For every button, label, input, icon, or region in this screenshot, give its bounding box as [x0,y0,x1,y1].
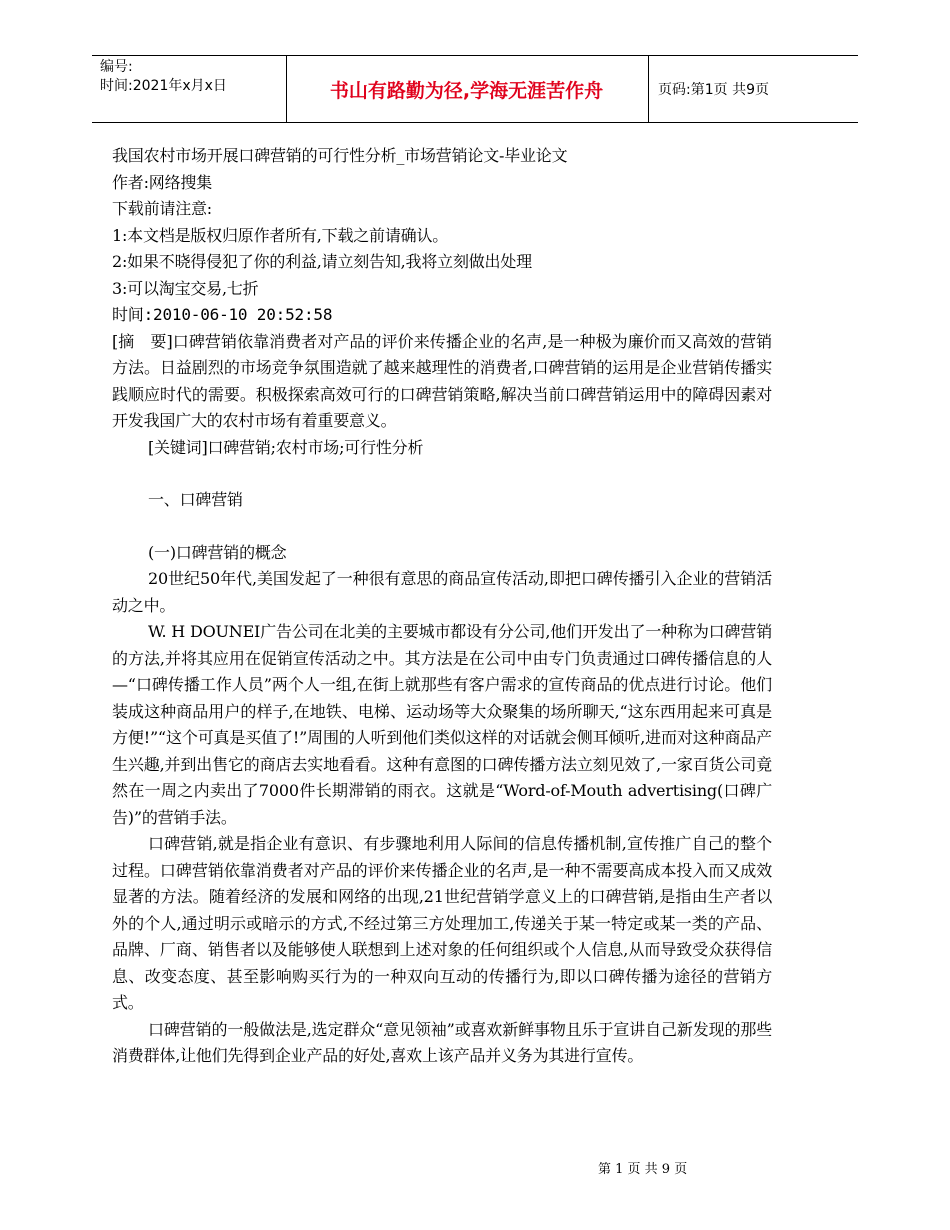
header-page-info: 页码:第1页 共9页 [658,82,769,98]
notice-item: 1:本文档是版权归原作者所有,下载之前请确认。 [112,225,449,245]
document-header [92,55,858,123]
document-time-label: 时间:2021年x月x日 [100,78,227,94]
body-paragraph: 口碑营销,就是指企业有意识、有步骤地利用人际间的信息传播机制,宣传推广自己的整个过程。口碑营销依靠消费者对产品的评价来传播企业的名声,是一种不需要高成本投入而又成效显著的方法。随着经济的发展和网络的出现,21世纪营销学意义上的口碑营销,是指由生产者以外的个人,通过明示或暗示的方式,不经过第三方处理加工,传递关于某一特定或某一类的产品、品牌、厂商、销售者以及能够使人联想到上述对象的任何组织或个人信息,从而导致受众获得信息、改变态度、甚至影响购买行为的一种双向互动的传播行为,即以口碑传播为途径的营销方式。 [112,834,772,1012]
body-paragraph: 口碑营销的一般做法是,选定群众“意见领袖”或喜欢新鲜事物且乐于宣讲自己新发现的那些消费群体,让他们先得到企业产品的好处,喜欢上该产品并义务为其进行宣传。 [112,1019,772,1065]
spacer [112,461,772,487]
article-body [112,143,772,1070]
notice-item: 2:如果不晓得侵犯了你的利益,请立刻告知,我将立刻做出处理 [112,252,532,271]
article-time: 时间:2010-06-10 20:52:58 [112,305,333,324]
header-meta [100,58,280,96]
body-paragraph: 20世纪50年代,美国发起了一种很有意思的商品宣传活动,即把口碑传播引入企业的营销活动之中。 [112,569,772,615]
page-footer: 第 1 页 共 9 页 [598,1162,688,1177]
spacer [112,514,772,540]
notice-heading: 下载前请注意: [112,199,212,218]
section-heading: 一、口碑营销 [148,490,243,509]
article-abstract: [摘 要]口碑营销依靠消费者对产品的评价来传播企业的名声,是一种极为廉价而又高效的营销方法。日益剧烈的市场竞争氛围造就了越来越理性的消费者,口碑营销的运用是企业营销传播实践顺应时代的需要。积极探索高效可行的口碑营销策略,解决当前口碑营销运用中的障碍因素对开发我国广大的农村市场有着重要意义。 [112,331,772,430]
article-title: 我国农村市场开展口碑营销的可行性分析_市场营销论文-毕业论文 [112,146,568,165]
article-keywords: [关键词]口碑营销;农村市场;可行性分析 [148,437,424,457]
header-divider [648,56,649,122]
document-number-label: 编号: [100,59,133,75]
header-motto: 书山有路勤为径,学海无涯苦作舟 [329,80,604,102]
header-divider [286,56,287,122]
article-author: 作者:网络搜集 [112,172,212,192]
body-paragraph: W. H DOUNEI广告公司在北美的主要城市都设有分公司,他们开发出了一种称为口碑营销的方法,并将其应用在促销宣传活动之中。其方法是在公司中由专门负责通过口碑传播信息的人—“口碑传播工作人员”两个人一组,在街上就那些有客户需求的宣传商品的优点进行讨论。他们装成这种商品用户的样子,在地铁、电梯、运动场等大众聚集的场所聊天,“这东西用起来可真是方便!”“这个可真是买值了!”周围的人听到他们类似这样的对话就会侧耳倾听,进而对这种商品产生兴趣,并到出售它的商店去实地看看。这种有意图的口碑传播方法立刻见效了,一家百货公司竟然在一周之内卖出了7000件长期滞销的雨衣。这就是“Word-of-Mouth advertising(口碑广告)”的营销手法。 [112,622,772,827]
notice-item: 3:可以淘宝交易,七折 [112,278,259,298]
subsection-heading: (一)口碑营销的概念 [148,542,287,562]
